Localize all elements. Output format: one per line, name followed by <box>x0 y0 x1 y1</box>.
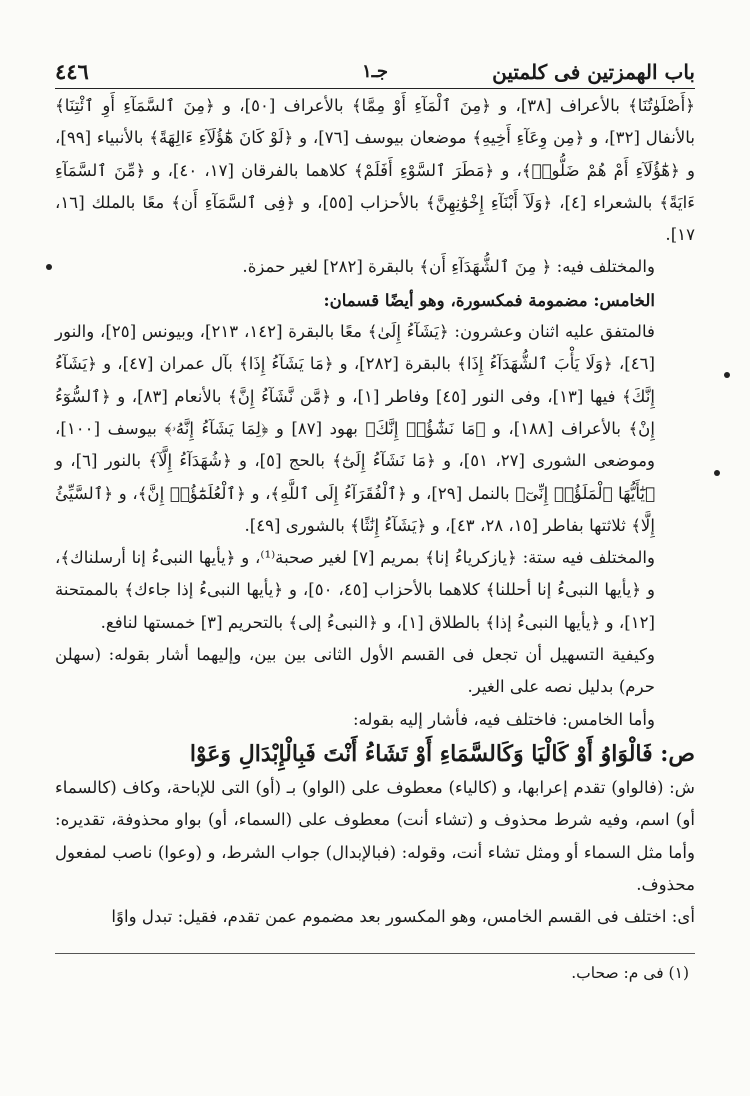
section-fifth-heading: الخامس: مضمومة فمكسورة، وهو أيضًا قسمان: <box>323 289 655 310</box>
poem-verse: ص: فَالْوَاوُ أَوْ كَالْيَا وَكَالسَّمَاءِ أَوْ تَشَاءُ أَنْتَ فَبِالْإِبْدَالِ وَعَوْا <box>189 740 695 767</box>
paragraph-disputed-six: والمختلف فيه ستة: ﴿يازكرياءُ إنا﴾ بمريم [٧] لغير صحبة⁽¹⁾، و ﴿يأيها النبىءُ إنا أرسلناك﴾، و ﴿يأيها النبىءُ إنا أحللنا﴾ كلاهما بالأحزاب [٤٥، ٥٠]، و ﴿يأيها النبىءُ إذا جاءك﴾ بالممتحنة [١٢]، و ﴿يأيها النبىءُ إذا﴾ بالطلاق [١]، و ﴿النبىءُ إلى﴾ بالتحريم [٣] خمستها لنافع. <box>55 548 656 632</box>
margin-dot <box>724 372 730 378</box>
margin-dot <box>46 264 52 270</box>
main-text <box>55 90 695 933</box>
page-number: ٤٤٦ <box>55 59 89 84</box>
paragraph-agreed-list: فالمتفق عليه اثنان وعشرون: ﴿يَشَآءُ إِلَىٰ﴾ معًا بالبقرة [١٤٢، ٢١٣]، وبيونس [٢٥]، والنور [٤٦]، ﴿وَلَا يَأْبَ ٱلشُّهَدَآءُ إِذَا﴾ بالبقرة [٢٨٢]، و ﴿مَا يَشَآءُ إِذَا﴾ بآل عمران [٤٧]، و ﴿يَشَآءُ إِنَّكَ﴾ فيها [١٣]، وفى النور [٤٥] وفاطر [١]، و ﴿مَّن نَّشَآءُ إِنَّ﴾ بالأنعام [٨٣]، و ﴿ٱلسُّوٓءُ إِنْ﴾ بالأعراف [١٨٨]، و ﴿مَا نَشَٰٓؤُا۟ إِنَّكَ﴾ بهود [٨٧] و ﴿لِمَا يَشَآءُ إِنَّهُۥ﴾ بيوسف [١٠٠]، وموضعى الشورى [٢٧، ٥١]، و ﴿مَا نَشَآءُ إِلَىٰٓ﴾ بالحج [٥]، و ﴿شُهَدَآءُ إِلَّآ﴾ بالنور [٦]، و ﴿يَٰٓأَيُّهَا ٱلْمَلَؤُا۟ إِنِّىٓ﴾ بالنمل [٢٩]، و ﴿ٱلْفُقَرَآءُ إِلَى ٱللَّهِ﴾، و ﴿ٱلْعُلَمَٰٓؤُا۟ إِنَّ﴾، و ﴿ٱلسَّيِّئُ إِلَّا﴾ ثلاثتها بفاطر [١٥، ٢٨، ٤٣]، و ﴿يَشَآءُ إِنَٰثًا﴾ بالشورى [٤٩]. <box>55 322 656 535</box>
paragraph-fifth-intro: وأما الخامس: فاختلف فيه، فأشار إليه بقوله: <box>352 709 655 729</box>
volume-number: جـ١ <box>361 61 389 82</box>
page-header <box>55 40 695 89</box>
commentary-paragraph: ش: (فالواو) تقدم إعرابها، و (كالياء) معطوف على (الواو) بـ (أو) التى للإباحة، وكاف (كالسماء أو) اسم، وفيه شرط محذوف و (تشاء أنت) معطوف على (السماء، أو) بواو محذوفة، تقديره: وأما مثل السماء أو ومثل تشاء أنت، وقوله: (فبالإبدال) جواب الشرط، و (وعوا) ناصب لمفعول محذوف. <box>55 777 695 894</box>
explanation-paragraph: أى: اختلف فى القسم الخامس، وهو المكسور بعد مضموم عمن تقدم، فقيل: تبدل واوًا <box>111 907 695 927</box>
paragraph-verses-list: ﴿أَصْلَوٰتُنَا﴾ بالأعراف [٣٨]، و ﴿مِنَ ٱلْمَآءِ أَوْ مِمَّا﴾ بالأعراف [٥٠]، و ﴿مِنَ ٱلسَّمَآءِ أَوِ ٱئْتِنَا﴾ بالأنفال [٣٢]، و ﴿مِن وِعَآءِ أَخِيهِ﴾ موضعان بيوسف [٧٦]، و ﴿لَوْ كَانَ هَٰٓؤُلَآءِ ءَالِهَةً﴾ بالأنبياء [٩٩]، و ﴿هَٰٓؤُلَآءِ أَمْ هُمْ ضَلُّوا۟﴾، و ﴿مَطَرَ ٱلسَّوْءِ أَفَلَمْ﴾ كلاهما بالفرقان [١٧، ٤٠]، و ﴿مِّنَ ٱلسَّمَآءِ ءَايَةً﴾ بالشعراء [٤]، ﴿وَلَآ أَبْنَآءِ إِخْوَٰنِهِنَّ﴾ بالأحزاب [٥٥]، و ﴿فِى ٱلسَّمَآءِ أَن﴾ معًا بالملك [١٦، ١٧]. <box>55 96 696 245</box>
chapter-title: باب الهمزتين فى كلمتين <box>492 60 695 84</box>
margin-dot <box>714 470 720 476</box>
paragraph-disputed-1: والمختلف فيه: ﴿ مِنَ ٱلشُّهَدَآءِ أَن﴾ بالبقرة [٢٨٢] لغير حمزة. <box>242 257 655 277</box>
footnote-divider <box>55 953 695 954</box>
footnote: (١) فى م: صحاب. <box>571 964 689 982</box>
paragraph-tasheel: وكيفية التسهيل أن تجعل فى القسم الأول الثانى بين بين، وإليهما أشار بقوله: (سهلن حرم) بدليل نصه على الغير. <box>55 645 655 697</box>
